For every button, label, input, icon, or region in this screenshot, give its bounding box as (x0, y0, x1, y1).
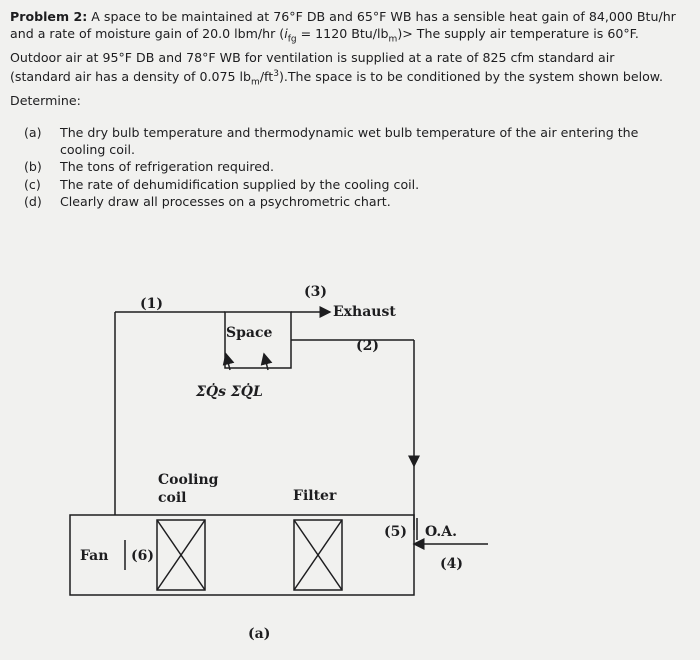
density-unit: /ft (259, 69, 274, 85)
exhaust-label: Exhaust (333, 304, 396, 320)
state-4-label: (4) (440, 556, 463, 572)
cooling-coil-label-2: coil (158, 490, 187, 506)
problem-line-2a: and a rate of moisture gain of 20.0 lbm/hr ( (10, 26, 285, 42)
problem-line-3: Outdoor air at 95°F DB and 78°F WB for ventilation is supplied at a rate of 825 cfm standard air (10, 49, 615, 65)
problem-label: Problem 2: (10, 9, 88, 24)
problem-line-2c: )> The supply air temperature is 60°F. (397, 26, 639, 42)
lbm-subscript: m (388, 34, 398, 45)
ifg-subscript: fg (287, 34, 297, 45)
part-text: Clearly draw all processes on a psychrometric chart. (60, 193, 391, 209)
problem-line-4b: ).The space is to be conditioned by the system shown below. (278, 69, 663, 85)
problem-line-1: A space to be maintained at 76°F DB and 65°F WB has a sensible heat gain of 84,000 Btu/hr (87, 9, 676, 24)
ifg-symbol: i (284, 26, 288, 42)
part-tag: (b) (24, 159, 42, 175)
figure-caption: (a) (248, 626, 271, 642)
problem-line-5: Determine: (10, 93, 81, 109)
space-label: Space (226, 325, 273, 341)
state-1-label: (1) (140, 296, 163, 312)
part-tag: (a) (24, 125, 42, 140)
outside-air-label: O.A. (425, 524, 457, 540)
part-tag: (d) (24, 193, 42, 209)
part-text: The dry bulb temperature and thermodynamic wet bulb temperature of the air entering the cooling coil. (60, 125, 639, 158)
part-tag: (c) (24, 176, 41, 192)
fan-label: Fan (80, 548, 109, 564)
state-3-label: (3) (304, 284, 327, 300)
part-text: The rate of dehumidification supplied by the cooling coil. (60, 176, 420, 192)
heat-gain-labels: ΣQ̇s ΣQ̇L (196, 384, 263, 400)
problem-line-4a: (standard air has a density of 0.075 lb (10, 69, 252, 85)
density-subscript: m (251, 77, 260, 88)
state-5-label: (5) (384, 524, 407, 540)
state-6-label: (6) (131, 548, 154, 564)
part-text: The tons of refrigeration required. (60, 159, 275, 175)
air-handler-duct (70, 515, 414, 595)
problem-line-2b: = 1120 Btu/lb (296, 26, 389, 42)
state-2-label: (2) (356, 338, 379, 354)
density-superscript: 3 (273, 69, 279, 80)
filter-label: Filter (293, 488, 337, 504)
cooling-coil-label-1: Cooling (158, 472, 219, 488)
